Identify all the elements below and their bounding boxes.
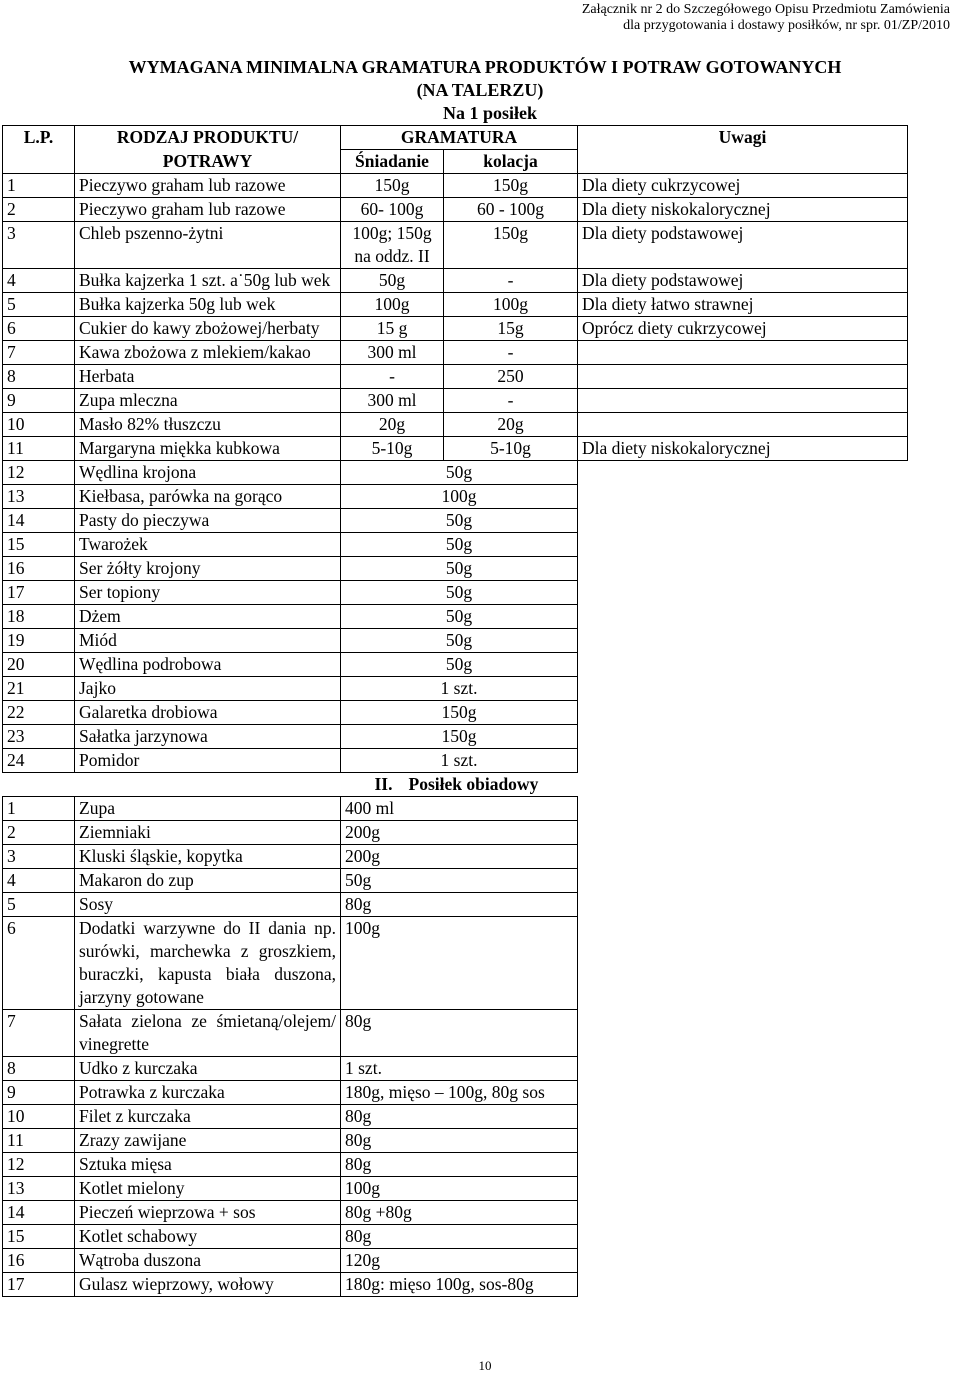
- amount: 180g, mięso – 100g, 80g sos: [341, 1081, 578, 1105]
- row-number: 7: [3, 1010, 75, 1057]
- table-row: [3, 533, 908, 557]
- note: Dla diety łatwo strawnej: [578, 293, 908, 317]
- row-number: 6: [3, 317, 75, 341]
- empty-note: [578, 509, 908, 533]
- amount: 50g: [341, 557, 578, 581]
- breakfast-amount: 300 ml: [341, 389, 444, 413]
- table-row: [3, 461, 908, 485]
- product-name: Jajko: [75, 677, 341, 701]
- row-number: 17: [3, 1273, 75, 1297]
- empty-cell: [3, 773, 75, 797]
- amount: 100g: [341, 917, 578, 1010]
- breakfast-amount: 20g: [341, 413, 444, 437]
- row-number: 2: [3, 821, 75, 845]
- breakfast-amount: 15 g: [341, 317, 444, 341]
- table-row: [3, 174, 908, 198]
- title-line-1: WYMAGANA MINIMALNA GRAMATURA PRODUKTÓW I POTRAW GOTOWANYCH: [128, 57, 842, 77]
- header-line-2: dla przygotowania i dostawy posiłków, nr spr. 01/ZP/2010: [623, 18, 950, 33]
- dish-name: Sztuka mięsa: [75, 1153, 341, 1177]
- head-notes-cont: [578, 150, 908, 174]
- table-row: [3, 389, 908, 413]
- head-gramatura: GRAMATURA: [341, 126, 578, 150]
- table-row: [3, 581, 908, 605]
- product-name: Bułka kajzerka 1 szt. a˙50g lub wek: [75, 269, 341, 293]
- amount: 80g: [341, 1105, 578, 1129]
- table-row: [3, 677, 908, 701]
- product-name: Dżem: [75, 605, 341, 629]
- supper-amount: 60 - 100g: [444, 198, 578, 222]
- amount: 100g: [341, 1177, 578, 1201]
- table-row: [3, 317, 908, 341]
- row-number: 17: [3, 581, 75, 605]
- table-row: [3, 893, 908, 917]
- table-row: [3, 749, 908, 773]
- row-number: 9: [3, 1081, 75, 1105]
- row-number: 24: [3, 749, 75, 773]
- row-number: 9: [3, 389, 75, 413]
- dish-name: Kotlet schabowy: [75, 1225, 341, 1249]
- supper-amount: -: [444, 389, 578, 413]
- empty-note: [578, 677, 908, 701]
- empty-note: [578, 917, 908, 1010]
- amount: 400 ml: [341, 797, 578, 821]
- dish-name: Potrawka z kurczaka: [75, 1081, 341, 1105]
- empty-note: [578, 845, 908, 869]
- row-number: 5: [3, 293, 75, 317]
- dish-name: Kotlet mielony: [75, 1177, 341, 1201]
- row-number: 22: [3, 701, 75, 725]
- dish-name: Gulasz wieprzowy, wołowy: [75, 1273, 341, 1297]
- table-head-row-1: [3, 126, 908, 150]
- amount: 100g: [341, 485, 578, 509]
- row-number: 4: [3, 869, 75, 893]
- row-number: 3: [3, 845, 75, 869]
- empty-cell: [75, 773, 341, 797]
- product-name: Pieczywo graham lub razowe: [75, 198, 341, 222]
- amount: 1 szt.: [341, 1057, 578, 1081]
- table-row: [3, 1010, 908, 1057]
- table-row: [3, 797, 908, 821]
- head-notes: Uwagi: [578, 126, 908, 150]
- amount: 200g: [341, 821, 578, 845]
- table-row: [3, 1057, 908, 1081]
- row-number: 15: [3, 1225, 75, 1249]
- product-name: Galaretka drobiowa: [75, 701, 341, 725]
- table-row: [3, 341, 908, 365]
- breakfast-amount: 60- 100g: [341, 198, 444, 222]
- empty-note: [578, 581, 908, 605]
- section-title: [341, 773, 908, 797]
- table-row: [3, 1105, 908, 1129]
- table-row: [3, 557, 908, 581]
- supper-amount: 5-10g: [444, 437, 578, 461]
- product-name: Zupa mleczna: [75, 389, 341, 413]
- empty-note: [578, 1057, 908, 1081]
- amount: 80g +80g: [341, 1201, 578, 1225]
- row-number: 13: [3, 485, 75, 509]
- amount: 80g: [341, 1129, 578, 1153]
- supper-amount: 15g: [444, 317, 578, 341]
- table-row: [3, 1225, 908, 1249]
- dish-name: Sałata zielona ze śmietaną/olejem/ vinegrette: [75, 1010, 341, 1057]
- section-label: Posiłek obiadowy: [408, 774, 539, 794]
- amount: 80g: [341, 1225, 578, 1249]
- product-name: Miód: [75, 629, 341, 653]
- empty-note: [578, 557, 908, 581]
- product-name: Ser żółty krojony: [75, 557, 341, 581]
- row-number: 20: [3, 653, 75, 677]
- supper-amount: 150g: [444, 222, 578, 269]
- table-row: [3, 365, 908, 389]
- row-number: 12: [3, 1153, 75, 1177]
- product-name: Masło 82% tłuszczu: [75, 413, 341, 437]
- product-name: Sałatka jarzynowa: [75, 725, 341, 749]
- empty-note: [578, 1105, 908, 1129]
- table-row: [3, 917, 908, 1010]
- product-name: Pieczywo graham lub razowe: [75, 174, 341, 198]
- amount: 150g: [341, 701, 578, 725]
- table-row: [3, 413, 908, 437]
- product-name: Twarożek: [75, 533, 341, 557]
- table-row: [3, 437, 908, 461]
- product-name: Herbata: [75, 365, 341, 389]
- amount: 80g: [341, 1010, 578, 1057]
- row-number: 14: [3, 509, 75, 533]
- empty-note: [578, 461, 908, 485]
- empty-note: [578, 749, 908, 773]
- note: Dla diety niskokalorycznej: [578, 437, 908, 461]
- amount: 50g: [341, 509, 578, 533]
- row-number: 23: [3, 725, 75, 749]
- breakfast-amount: 100g; 150g na oddz. II: [341, 222, 444, 269]
- section-roman: II.: [374, 774, 393, 794]
- amount: 80g: [341, 893, 578, 917]
- amount: 50g: [341, 629, 578, 653]
- empty-note: [578, 1177, 908, 1201]
- empty-note: [578, 797, 908, 821]
- empty-note: [578, 653, 908, 677]
- dish-name: Dodatki warzywne do II dania np. surówki, marchewka z groszkiem, buraczki, kapusta biała duszona, jarzyny gotowane: [75, 917, 341, 1010]
- row-number: 16: [3, 1249, 75, 1273]
- table-row: [3, 1153, 908, 1177]
- empty-note: [578, 821, 908, 845]
- note: [578, 413, 908, 437]
- note: [578, 341, 908, 365]
- row-number: 12: [3, 461, 75, 485]
- empty-note: [578, 1010, 908, 1057]
- table-row: [3, 845, 908, 869]
- table-row: [3, 1201, 908, 1225]
- row-number: 2: [3, 198, 75, 222]
- table-row: [3, 701, 908, 725]
- table-row: [3, 1129, 908, 1153]
- dish-name: Sosy: [75, 893, 341, 917]
- head-product: RODZAJ PRODUKTU/: [75, 126, 341, 150]
- row-number: 7: [3, 341, 75, 365]
- gramatura-table-body: [3, 126, 908, 1297]
- note: Oprócz diety cukrzycowej: [578, 317, 908, 341]
- product-name: Wędlina krojona: [75, 461, 341, 485]
- head-lp: L.P.: [3, 126, 75, 150]
- row-number: 8: [3, 1057, 75, 1081]
- empty-note: [578, 1153, 908, 1177]
- row-number: 6: [3, 917, 75, 1010]
- title-line-3: Na 1 posiłek: [442, 103, 538, 123]
- row-number: 1: [3, 797, 75, 821]
- table-row: [3, 293, 908, 317]
- dish-name: Ziemniaki: [75, 821, 341, 845]
- dish-name: Zupa: [75, 797, 341, 821]
- table-row: [3, 629, 908, 653]
- product-name: Pomidor: [75, 749, 341, 773]
- dish-name: Kluski śląskie, kopytka: [75, 845, 341, 869]
- section-title-row: [3, 773, 908, 797]
- table-row: [3, 1177, 908, 1201]
- table-row: [3, 1249, 908, 1273]
- empty-note: [578, 1273, 908, 1297]
- table-row: [3, 269, 908, 293]
- empty-note: [578, 485, 908, 509]
- note: Dla diety cukrzycowej: [578, 174, 908, 198]
- amount: 180g: mięso 100g, sos-80g: [341, 1273, 578, 1297]
- breakfast-amount: 5-10g: [341, 437, 444, 461]
- product-name: Wędlina podrobowa: [75, 653, 341, 677]
- note: [578, 389, 908, 413]
- empty-note: [578, 893, 908, 917]
- row-number: 3: [3, 222, 75, 269]
- document-header: [582, 2, 950, 34]
- amount: 80g: [341, 1153, 578, 1177]
- header-line-1: Załącznik nr 2 do Szczegółowego Opisu Przedmiotu Zamówienia: [581, 2, 950, 17]
- dish-name: Wątroba duszona: [75, 1249, 341, 1273]
- breakfast-amount: 300 ml: [341, 341, 444, 365]
- product-name: Chleb pszenno-żytni: [75, 222, 341, 269]
- row-number: 11: [3, 437, 75, 461]
- dish-name: Makaron do zup: [75, 869, 341, 893]
- dish-name: Pieczeń wieprzowa + sos: [75, 1201, 341, 1225]
- empty-note: [578, 1249, 908, 1273]
- row-number: 4: [3, 269, 75, 293]
- amount: 1 szt.: [341, 749, 578, 773]
- head-supper: kolacja: [444, 150, 578, 174]
- supper-amount: -: [444, 269, 578, 293]
- supper-amount: 250: [444, 365, 578, 389]
- breakfast-amount: 150g: [341, 174, 444, 198]
- amount: 50g: [341, 653, 578, 677]
- row-number: 10: [3, 1105, 75, 1129]
- note: Dla diety podstawowej: [578, 222, 908, 269]
- table-row: [3, 198, 908, 222]
- product-name: Ser topiony: [75, 581, 341, 605]
- note: Dla diety niskokalorycznej: [578, 198, 908, 222]
- product-name: Kawa zbożowa z mlekiem/kakao: [75, 341, 341, 365]
- supper-amount: 100g: [444, 293, 578, 317]
- amount: 50g: [341, 605, 578, 629]
- amount: 50g: [341, 869, 578, 893]
- row-number: 21: [3, 677, 75, 701]
- row-number: 19: [3, 629, 75, 653]
- amount: 50g: [341, 533, 578, 557]
- row-number: 14: [3, 1201, 75, 1225]
- empty-note: [578, 1201, 908, 1225]
- product-name: Bułka kajzerka 50g lub wek: [75, 293, 341, 317]
- table-row: [3, 653, 908, 677]
- product-name: Pasty do pieczywa: [75, 509, 341, 533]
- title-line-2: (NA TALERZU): [416, 80, 544, 100]
- table-row: [3, 605, 908, 629]
- page-number: 10: [478, 1358, 492, 1373]
- empty-note: [578, 1225, 908, 1249]
- note: [578, 365, 908, 389]
- empty-note: [578, 1081, 908, 1105]
- breakfast-amount: 100g: [341, 293, 444, 317]
- empty-note: [578, 605, 908, 629]
- breakfast-amount: 50g: [341, 269, 444, 293]
- row-number: 10: [3, 413, 75, 437]
- amount: 200g: [341, 845, 578, 869]
- row-number: 18: [3, 605, 75, 629]
- head-breakfast: Śniadanie: [341, 150, 444, 174]
- empty-note: [578, 629, 908, 653]
- table-row: [3, 1273, 908, 1297]
- empty-note: [578, 869, 908, 893]
- supper-amount: 20g: [444, 413, 578, 437]
- table-row: [3, 869, 908, 893]
- document-title: [0, 56, 960, 125]
- amount: 1 szt.: [341, 677, 578, 701]
- table-row: [3, 509, 908, 533]
- amount: 50g: [341, 461, 578, 485]
- row-number: 15: [3, 533, 75, 557]
- product-name: Kiełbasa, parówka na gorąco: [75, 485, 341, 509]
- amount: 120g: [341, 1249, 578, 1273]
- dish-name: Filet z kurczaka: [75, 1105, 341, 1129]
- table-head-row-2: [3, 150, 908, 174]
- row-number: 11: [3, 1129, 75, 1153]
- table-row: [3, 485, 908, 509]
- table-row: [3, 821, 908, 845]
- head-lp-cont: [3, 150, 75, 174]
- row-number: 1: [3, 174, 75, 198]
- row-number: 5: [3, 893, 75, 917]
- product-name: Margaryna miękka kubkowa: [75, 437, 341, 461]
- note: Dla diety podstawowej: [578, 269, 908, 293]
- row-number: 13: [3, 1177, 75, 1201]
- dish-name: Zrazy zawijane: [75, 1129, 341, 1153]
- empty-note: [578, 701, 908, 725]
- head-product-2: POTRAWY: [75, 150, 341, 174]
- table-row: [3, 222, 908, 269]
- dish-name: Udko z kurczaka: [75, 1057, 341, 1081]
- gramatura-table: [2, 125, 908, 1297]
- supper-amount: 150g: [444, 174, 578, 198]
- amount: 150g: [341, 725, 578, 749]
- row-number: 16: [3, 557, 75, 581]
- breakfast-amount: -: [341, 365, 444, 389]
- empty-note: [578, 1129, 908, 1153]
- row-number: 8: [3, 365, 75, 389]
- table-row: [3, 1081, 908, 1105]
- table-row: [3, 725, 908, 749]
- supper-amount: -: [444, 341, 578, 365]
- product-name: Cukier do kawy zbożowej/herbaty: [75, 317, 341, 341]
- empty-note: [578, 725, 908, 749]
- empty-note: [578, 533, 908, 557]
- amount: 50g: [341, 581, 578, 605]
